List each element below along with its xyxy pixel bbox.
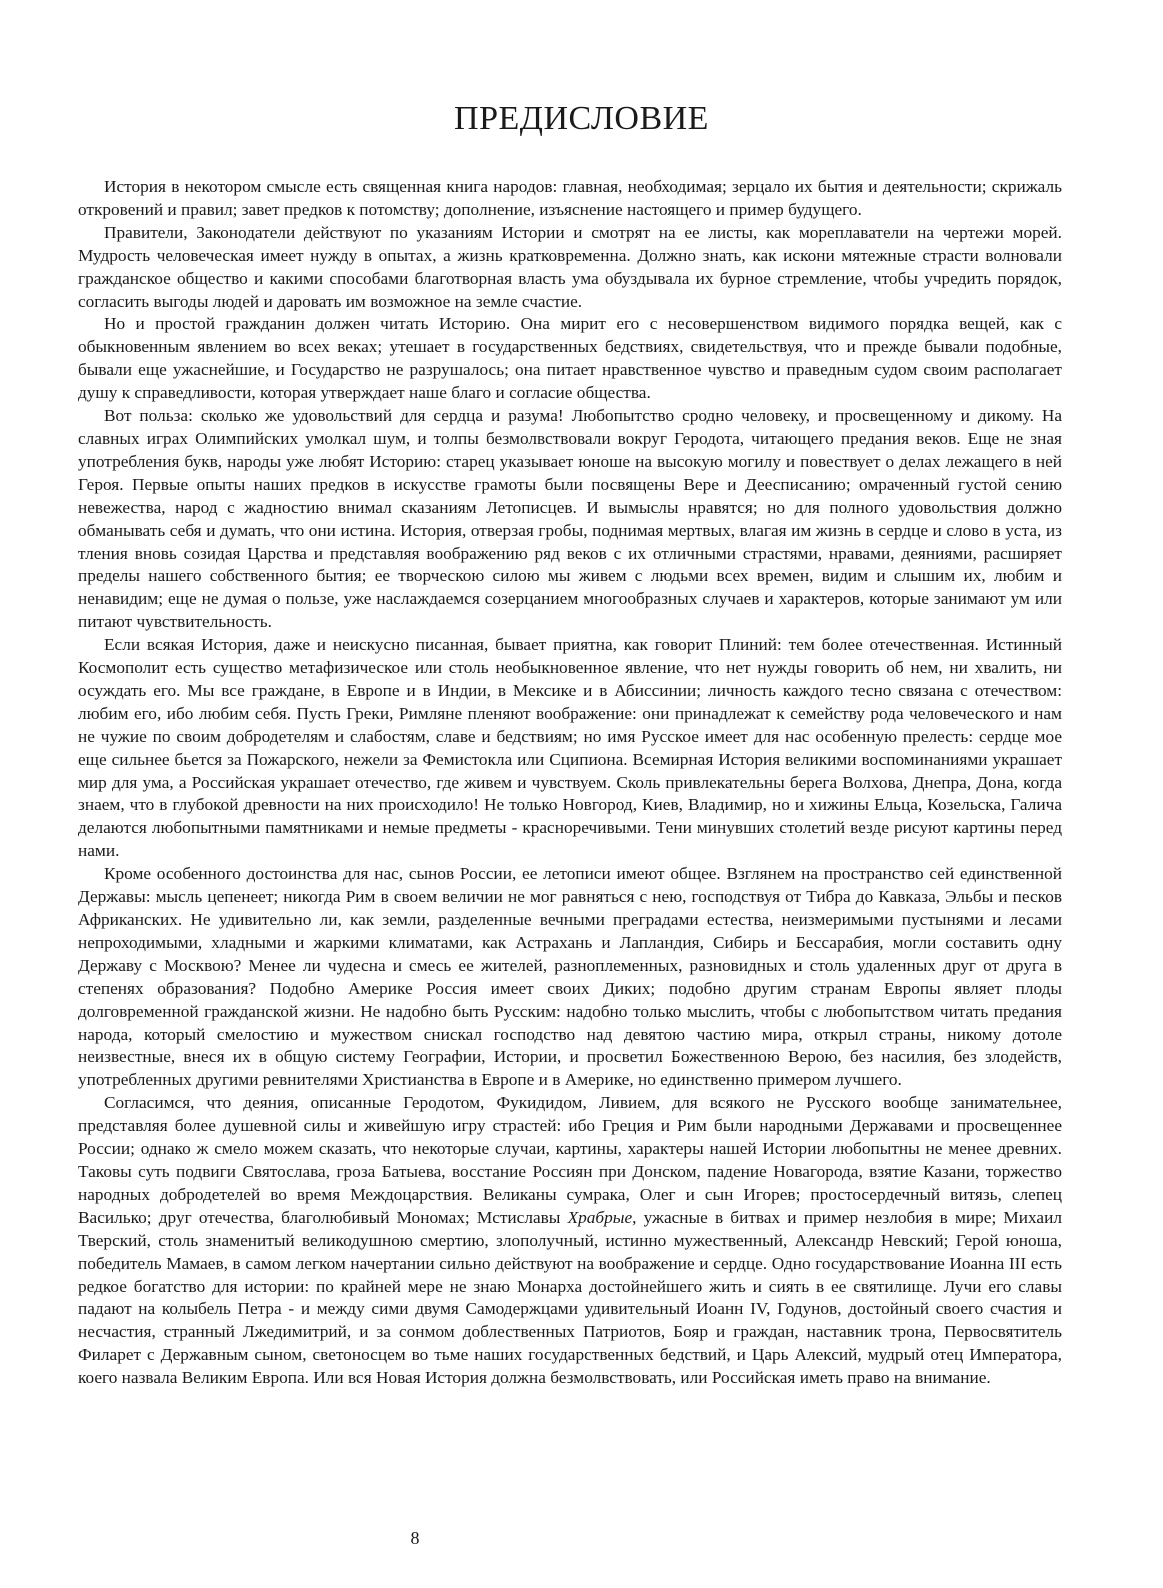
paragraph-7: [78, 1092, 1062, 1390]
page-number: 8: [410, 1528, 420, 1548]
italic-word: Храбрые: [567, 1207, 633, 1227]
paragraph-7-start: Согласимся, что деяния, описанные Геродотом, Фукидидом, Ливием, для всякого не Русского вообще занимательнее, представляя более душевной силы и живейшую игру страстей: ибо Греция и Рим были народными Державами и просвещеннее России; однако ж смело можем сказать, что некоторые случаи, картины, характеры нашей Истории любопытны не менее древних. Таковы суть подвиги Святослава, гроза Батыева, восстание Россиян при Донском, падение Новагорода, взятие Казани, торжество народных добродетелей во время Междоцарствия. Великаны сумрака, Олег и сын Игорев; простосердечный витязь, слепец Василько; друг отечества, благолюбивый Мономах; Мстиславы: [78, 1093, 1062, 1227]
paragraph-5: Если всякая История, даже и неискусно писанная, бывает приятна, как говорит Плиний: тем более отечественная. Истинный Космополит есть существо метафизическое или столь необыкновенное явление, что нет нужды говорить об нем, ни хвалить, ни осуждать его. Мы все граждане, в Европе и в Индии, в Мексике и в Абиссинии; личность каждого тесно связана с отечеством: любим его, ибо любим себя. Пусть Греки, Римляне пленяют воображение: они принадлежат к семейству рода человеческого и нам не чужие по своим добродетелям и слабостям, славе и бедствиям; но имя Русское имеет для нас особенную прелесть: сердце мое еще сильнее бьется за Пожарского, нежели за Фемистокла или Сципиона. Всемирная История великими воспоминаниями украшает мир для ума, а Российская украшает отечество, где живем и чувствуем. Сколь привлекательны берега Волхова, Днепра, Дона, когда знаем, что в глубокой древности на них происходило! Не только Новгород, Киев, Владимир, но и хижины Ельца, Козельска, Галича делаются любопытными памятниками и немые предметы - красноречивыми. Тени минувших столетий везде рисуют картины перед нами.: [78, 635, 1062, 861]
page-title: ПРЕДИСЛОВИЕ: [454, 100, 709, 137]
paragraph-7-end: , ужасные в битвах и пример незлобия в мире; Михаил Тверский, столь знаменитый великодушною смертию, злополучный, истинно мужественный, Александр Невский; Герой юноша, победитель Мамаев, в самом легком начертании сильно действуют на воображение и сердце. Одно государствование Иоанна III есть редкое богатство для истории: по крайней мере не знаю Монарха достойнейшего жить и сиять в ее святилище. Лучи его славы падают на колыбель Петра - и между сими двумя Самодержцами удивительный Иоанн IV, Годунов, достойный своего счастия и несчастия, странный Лжедимитрий, и за сонмом доблественных Патриотов, Бояр и граждан, наставник трона, Первосвятитель Филарет с Державным сыном, светоносцем во тьме наших государственных бедствий, и Царь Алексий, мудрый отец Императора, коего назвала Великим Европа. Или вся Новая История должна безмолвствовать, или Российская иметь право на внимание.: [78, 1207, 1062, 1388]
paragraph-2: Правители, Законодатели действуют по указаниям Истории и смотрят на ее листы, как мореплаватели на чертежи морей. Мудрость человеческая имеет нужду в опытах, а жизнь кратковременна. Должно знать, как искони мятежные страсти волновали гражданское общество и какими способами благотворная власть ума обуздывала их бурное стремление, чтобы учредить порядок, согласить выгоды людей и даровать им возможное на земле счастие.: [78, 222, 1062, 311]
paragraph-4: Вот польза: сколько же удовольствий для сердца и разума! Любопытство сродно человеку, и просвещенному и дикому. На славных играх Олимпийских умолкал шум, и толпы безмолвствовали вокруг Геродота, читающего предания веков. Еще не зная употребления букв, народы уже любят Историю: старец указывает юноше на высокую могилу и повествует о делах лежащего в ней Героя. Первые опыты наших предков в искусстве грамоты были посвящены Вере и Деесписанию; омраченный густой сению невежества, народ с жадностию внимал сказаниям Летописцев. И вымыслы нравятся; но для полного удовольствия должно обманывать себя и думать, что они истина. История, отверзая гробы, поднимая мертвых, влагая им жизнь в сердце и слово в уста, из тления вновь созидая Царства и представляя воображению ряд веков с их отличными страстями, нравами, деяниями, расширяет пределы нашего собственного бытия; ее творческою силою мы живем с людьми всех времен, видим и слышим их, любим и ненавидим; еще не думая о пользе, уже наслаждаемся созерцанием многообразных случаев и характеров, которые занимают ум или питают чувствительность.: [78, 406, 1062, 632]
body-text: [78, 176, 1062, 1390]
paragraph-1: История в некотором смысле есть священная книга народов: главная, необходимая; зерцало их бытия и деятельности; скрижаль откровений и правил; завет предков к потомству; дополнение, изъяснение настоящего и пример будущего.: [78, 177, 1062, 219]
paragraph-6: Кроме особенного достоинства для нас, сынов России, ее летописи имеют общее. Взглянем на пространство сей единственной Державы: мысль цепенеет; никогда Рим в своем величии не мог равняться с нею, господствуя от Тибра до Кавказа, Эльбы и песков Африканских. Не удивительно ли, как земли, разделенные вечными преградами естества, неизмеримыми пустынями и лесами непроходимыми, хладными и жаркими климатами, как Астрахань и Лапландия, Сибирь и Бессарабия, могли составить одну Державу с Москвою? Менее ли чудесна и смесь ее жителей, разноплеменных, разновидных и столь удаленных друг от друга в степенях образования? Подобно Америке Россия имеет своих Диких; подобно другим странам Европы являет плоды долговременной гражданской жизни. Не надобно быть Русским: надобно только мыслить, чтобы с любопытством читать предания народа, который смелостию и мужеством снискал господство над девятою частию мира, открыл страны, никому дотоле неизвестные, внеся их в общую систему Географии, Истории, и просветил Божественною Верою, без насилия, без злодейств, употребленных другими ревнителями Христианства в Европе и в Америке, но единственно примером лучшего.: [78, 864, 1062, 1090]
paragraph-3: Но и простой гражданин должен читать Историю. Она мирит его с несовершенством видимого порядка вещей, как с обыкновенным явлением во всех веках; утешает в государственных бедствиях, свидетельствуя, что и прежде бывали подобные, бывали еще ужаснейшие, и Государство не разрушалось; она питает нравственное чувство и праведным судом своим располагает душу к справедливости, которая утверждает наше благо и согласие общества.: [78, 314, 1062, 403]
